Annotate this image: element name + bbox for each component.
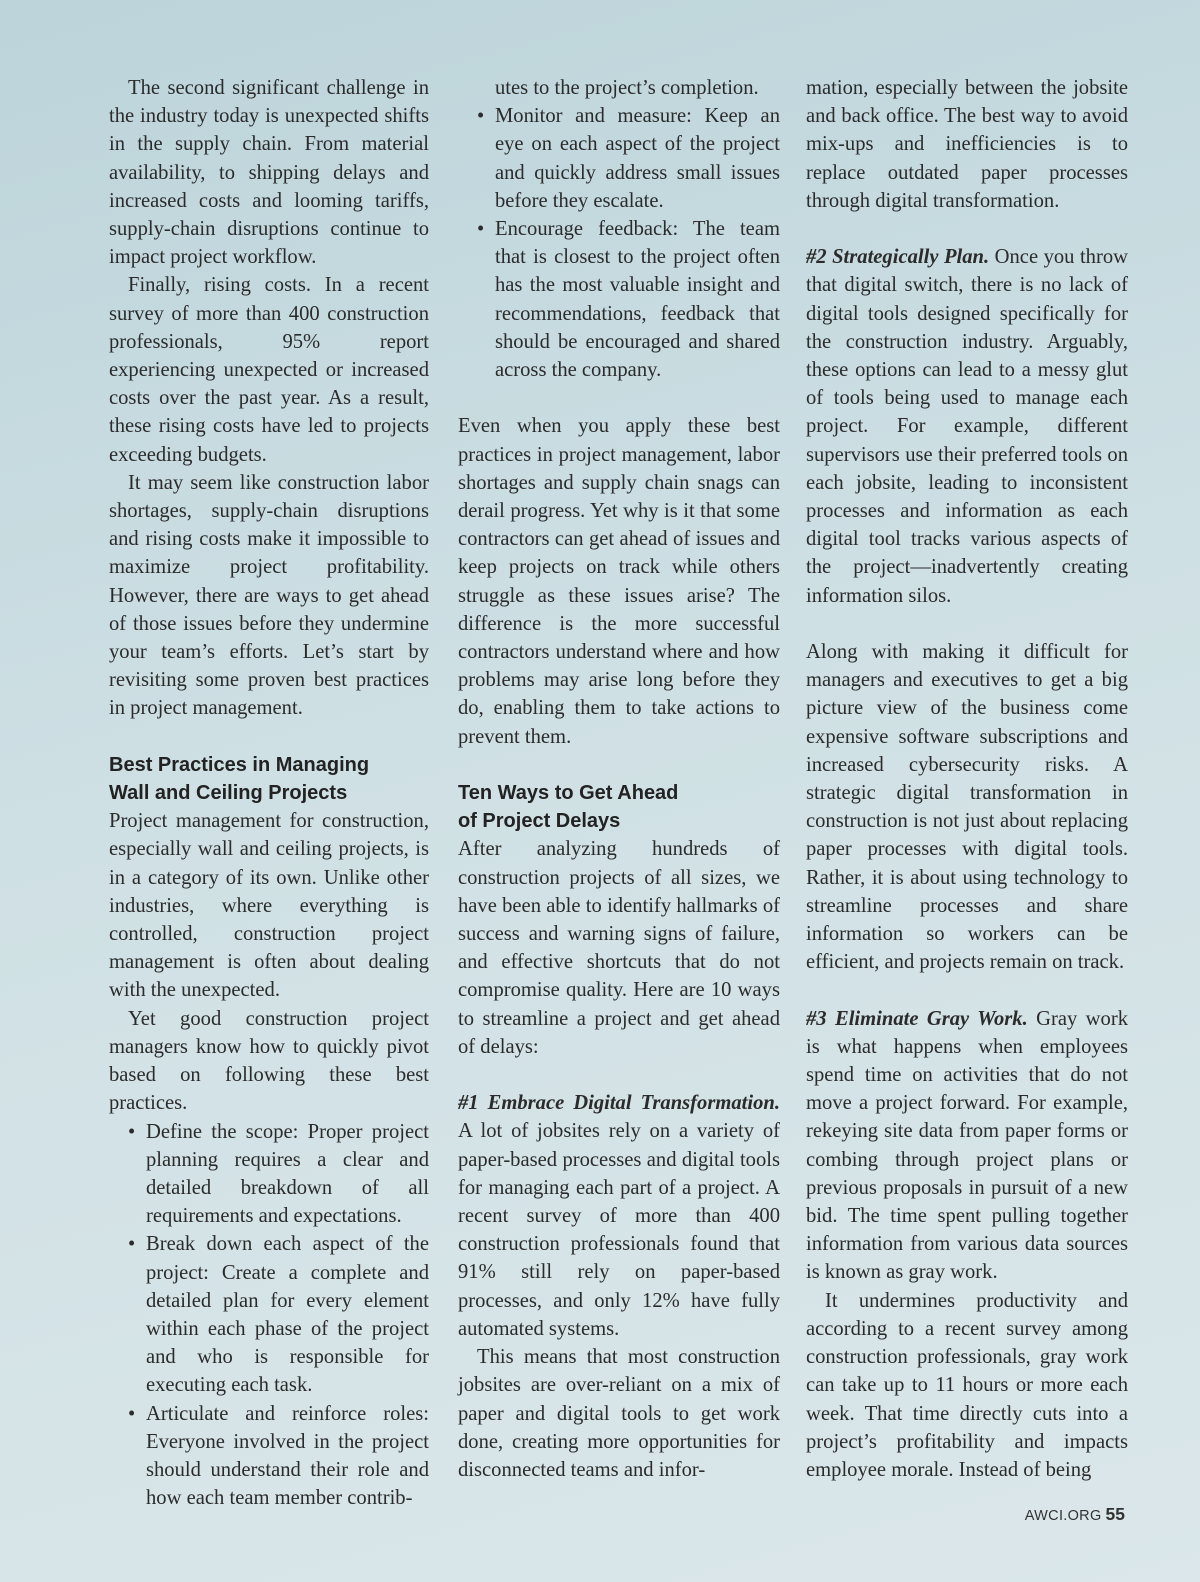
paragraph: It may seem like construction labor shortages, supply-chain disruptions and rising costs make it impossible to maximize project profitability. However, there are ways to get ahead of those issues before they undermine your team’s efforts. Let’s start by revisiting some proven best practices in project management. <box>109 471 429 720</box>
paragraph-text: Gray work is what happens when employees spend time on activities that do not move a project forward. For example, rekeying site data from paper forms or combing through project plans or previous proposals in pursuit of a new bid. The time spent pulling together information from various data sources is known as gray work. <box>806 1007 1129 1284</box>
run-in-heading: #1 Embrace Digital Transformation. <box>458 1092 780 1115</box>
paragraph-continuation: mation, especially between the jobsite and back office. The best way to avoid mix-ups and inefficiencies is to replace outdated paper processes through digital transformation. <box>806 77 1128 212</box>
heading-line: Ten Ways to Get Ahead <box>458 782 679 805</box>
list-item: • Encourage feedback: The team that is closest to the project often has the most valuable insight and recommendations, feedback that should be encouraged and shared across the company. <box>495 215 780 384</box>
page-footer <box>1025 1504 1125 1525</box>
paragraph: Project management for construction, especially wall and ceiling projects, is in a category of its own. Unlike other industries, where everything is controlled, construction project management is often about dealing with the unexpected. <box>109 810 429 1002</box>
paragraph: Along with making it difficult for managers and executives to get a big picture view of the business come expensive software subscriptions and increased cybersecurity risks. A strategic digital transformation in construction is not just about replacing paper processes with digital tools. Rather, it is about using technology to streamline processes and share information so workers can be efficient, and projects remain on track. <box>806 641 1128 974</box>
list-item: • Articulate and reinforce roles: Everyone involved in the project should understand their role and how each team member contrib- <box>146 1400 429 1513</box>
best-practices-list <box>109 1118 429 1513</box>
paragraph: The second significant challenge in the industry today is unexpected shifts in the supply chain. From material availability, to shipping delays and increased costs and looming tariffs, supply-chain disruptions continue to impact project workflow. <box>109 77 429 269</box>
paragraph: Even when you apply these best practices in project management, labor shortages and supply chain snags can derail progress. Yet why is it that some contractors can get ahead of issues and keep projects on track while others struggle as these issues arise? The difference is the more successful contractors understand where and how problems may arise long before they do, enabling them to take actions to prevent them. <box>458 415 780 748</box>
section-heading-ten-ways <box>458 779 780 835</box>
run-in-heading: #3 Eliminate Gray Work. <box>806 1007 1028 1030</box>
paragraph: This means that most construction jobsites are over-reliant on a mix of paper and digital tools to get work done, creating more opportunities for disconnected teams and infor- <box>458 1346 780 1481</box>
paragraph-text: Once you throw that digital switch, there is no lack of digital tools designed specifically for the construction industry. Arguably, these options can lead to a messy glut of tools being used to manage each project. For example, different supervisors use their preferred tools on each jobsite, leading to inconsistent processes and information as each digital tool tracks various aspects of the project—inadvertently creating information silos. <box>806 246 1128 607</box>
paragraph: Yet good construction project managers know how to quickly pivot based on following these best practices. <box>109 1007 429 1115</box>
heading-line: of Project Delays <box>458 810 621 833</box>
paragraph-eliminate-gray-work <box>806 1005 1128 1287</box>
paragraph-strategically-plan <box>806 243 1128 610</box>
paragraph: Finally, rising costs. In a recent survey of more than 400 construction professionals, 95% report experiencing unexpected or increased costs over the past year. As a result, these rising costs have led to projects exceeding budgets. <box>109 274 429 466</box>
column-1 <box>109 74 429 1512</box>
list-item: • Break down each aspect of the project: Create a complete and detailed plan for every element within each phase of the project and who is responsible for executing each task. <box>146 1230 429 1399</box>
list-item-continuation: utes to the project’s completion. <box>495 77 759 99</box>
paragraph: After analyzing hundreds of construction projects of all sizes, we have been able to identify hallmarks of success and warning signs of failure, and effective shortcuts that do not compromise quality. Here are 10 ways to streamline a project and get ahead of delays: <box>458 838 780 1058</box>
list-item: • Define the scope: Proper project planning requires a clear and detailed breakdown of all requirements and expectations. <box>146 1118 429 1231</box>
column-3 <box>806 74 1128 1484</box>
column-2 <box>458 74 780 1484</box>
paragraph-text: A lot of jobsites rely on a variety of paper-based processes and digital tools for managing each part of a project. A recent survey of more than 400 construction professionals found that 91% still rely on paper-based processes, and only 12% have fully automated systems. <box>458 1120 780 1340</box>
page-number: 55 <box>1105 1504 1125 1524</box>
best-practices-list-continued <box>458 102 780 384</box>
heading-line: Wall and Ceiling Projects <box>109 782 348 805</box>
list-item: • Monitor and measure: Keep an eye on each aspect of the project and quickly address small issues before they escalate. <box>495 102 780 215</box>
footer-site: AWCI.ORG <box>1024 1508 1102 1524</box>
section-heading-best-practices <box>109 751 429 807</box>
paragraph: It undermines productivity and according to a recent survey among construction professionals, gray work can take up to 11 hours or more each week. That time directly cuts into a project’s profitability and impacts employee morale. Instead of being <box>806 1289 1128 1481</box>
run-in-heading: #2 Strategically Plan. <box>806 246 990 269</box>
heading-line: Best Practices in Managing <box>109 753 370 776</box>
paragraph-embrace-digital <box>458 1089 780 1343</box>
